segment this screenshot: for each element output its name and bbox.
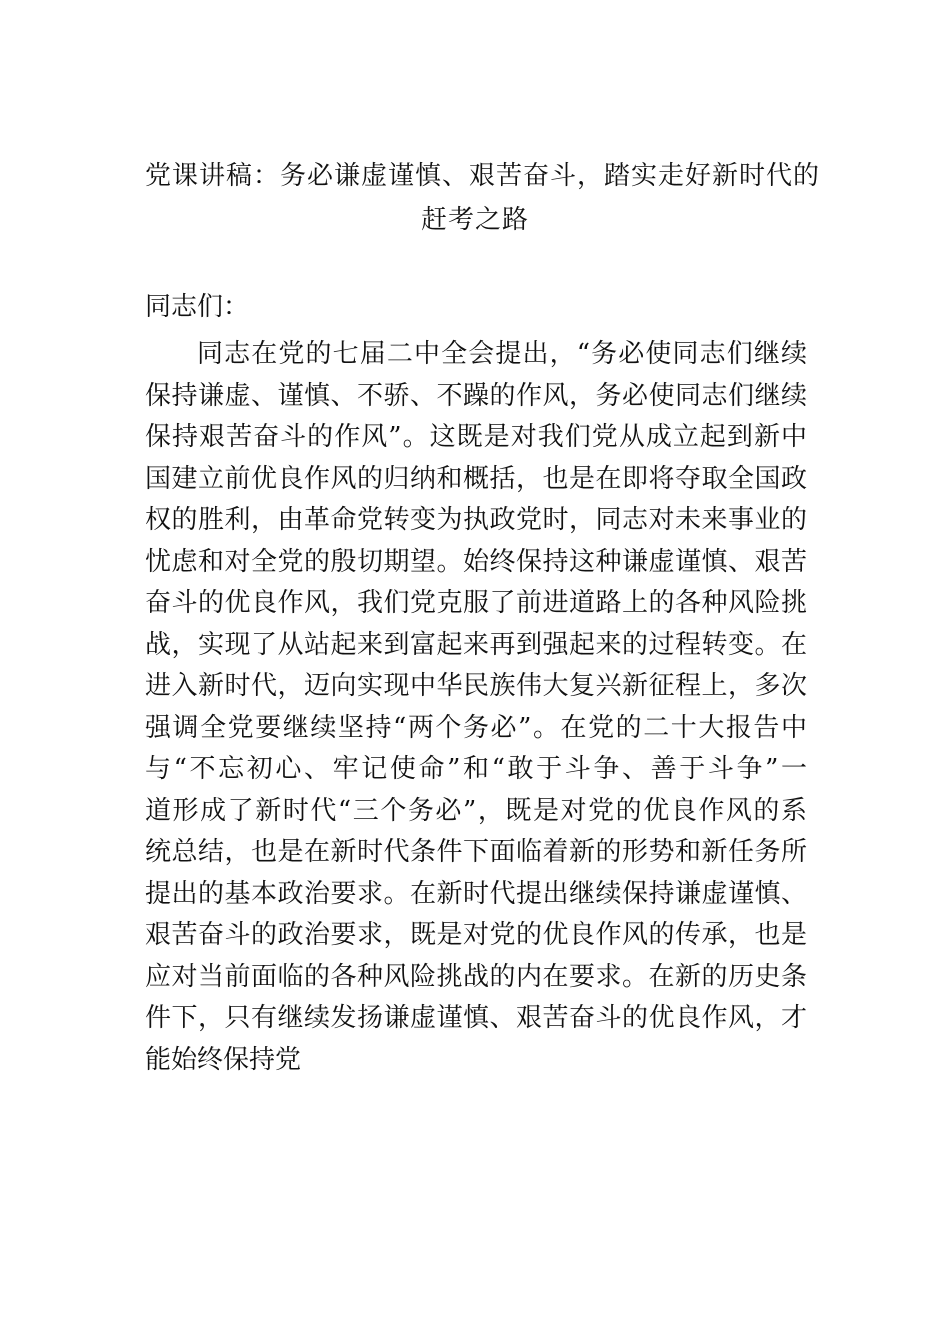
title-line-1: 党课讲稿：务必谦虚谨慎、艰苦奋斗，踏实走好新时代的 [145,161,821,191]
paragraph-line: 同志在党的七届二中全会提出，“务必使同志们继续 [197,339,807,369]
title-line-2: 赶考之路 [420,205,529,235]
paragraph-line: 战，实现了从站起来到富起来再到强起来的过程转变。在 [145,629,807,660]
paragraph-line: 道形成了新时代“三个务必”，既是对党的优良作风的系 [145,795,807,826]
body-paragraph [145,334,807,1081]
paragraph-line: 奋斗的优良作风，我们党克服了前进道路上的各种风险挑 [145,588,807,618]
paragraph-line: 权的胜利，由革命党转变为执政党时，同志对未来事业的 [145,505,807,535]
paragraph-line: 忧虑和对全党的殷切期望。始终保持这种谦虚谨慎、艰苦 [145,546,807,577]
paragraph-line: 与“不忘初心、牢记使命”和“敢于斗争、善于斗争”一 [145,754,807,784]
paragraph-line: 应对当前面临的各种风险挑战的内在要求。在新的历史条 [145,961,807,992]
paragraph-line: 国建立前优良作风的归纳和概括，也是在即将夺取全国政 [145,463,807,494]
paragraph-line: 保持艰苦奋斗的作风”。这既是对我们党从成立起到新中 [145,422,807,452]
paragraph-line: 能始终保持党 [145,1044,302,1075]
paragraph-line: 提出的基本政治要求。在新时代提出继续保持谦虚谨慎、 [145,878,807,909]
paragraph-line: 保持谦虚、谨慎、不骄、不躁的作风，务必使同志们继续 [145,380,807,411]
paragraph-line: 艰苦奋斗的政治要求，既是对党的优良作风的传承，也是 [145,920,807,950]
document-title [145,154,821,242]
paragraph-line: 统总结，也是在新时代条件下面临着新的形势和新任务所 [145,837,807,867]
salutation: 同志们： [145,292,250,322]
paragraph-line: 进入新时代，迈向实现中华民族伟大复兴新征程上，多次 [145,671,807,701]
paragraph-line: 件下，只有继续发扬谦虚谨慎、艰苦奋斗的优良作风，才 [145,1003,807,1033]
paragraph-line: 强调全党要继续坚持“两个务必”。在党的二十大报告中 [145,712,807,743]
